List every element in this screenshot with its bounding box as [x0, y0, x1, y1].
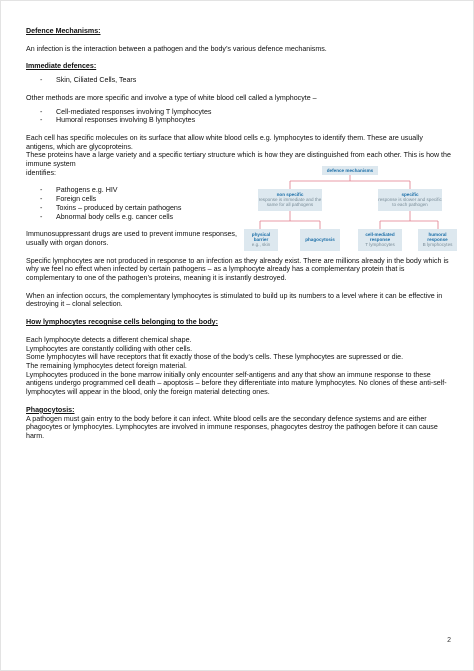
diagram-root-label: defence mechanisms: [326, 167, 374, 173]
diagram-root-box: [322, 166, 378, 175]
recognise-heading: How lymphocytes recognise cells belonging to the body:: [26, 318, 218, 327]
diagram-phagocytosis-box: [300, 229, 340, 251]
phagocytosis-title: phagocytosis: [305, 237, 335, 243]
recognise-line: Lymphocytes are constantly colliding with other cells.: [26, 344, 193, 353]
physical-barrier-desc: e.g., skin: [251, 242, 271, 248]
identifies-label: identifies:: [26, 168, 56, 177]
list-item: - Abnormal body cells e.g. cancer cells: [40, 213, 256, 222]
page-number: 2: [447, 637, 451, 644]
cell-mediated-desc: T lymphocytes: [365, 242, 395, 248]
intro-paragraph: An infection is the interaction between a pathogen and the body’s various defence mechanisms.: [26, 44, 327, 53]
immediate-defences-list: [26, 76, 453, 85]
humoral-desc: B lymphocytes: [422, 242, 453, 248]
identifies-list: [26, 186, 256, 221]
non-specific-title: non specific: [276, 191, 304, 197]
clonal-selection-paragraph: When an infection occurs, the complementary lymphocytes is stimulated to build up its numbers to a level where it can be effective in destroying it – clonal selection.: [26, 291, 443, 309]
diagram-connectors: [244, 165, 457, 277]
document-body: [26, 27, 453, 441]
defence-mechanisms-diagram: [244, 165, 457, 277]
phagocytosis-paragraph: A pathogen must gain entry to the body before it can infect. White blood cells are the secondary defence systems and are either phagocytes or lymphocytes. Lymphocytes are involved in immune responses, phagocytes destroy the pathogen before it can cause harm.: [26, 414, 438, 440]
list-item: - Humoral responses involving B lymphocytes: [40, 116, 453, 125]
diagram-non-specific-box: [258, 189, 322, 211]
specific-desc: response is slower and specific to each pathogen: [378, 197, 442, 208]
diagram-cell-mediated-box: [358, 229, 402, 251]
diagram-physical-barrier-box: [244, 229, 278, 251]
recognise-line: Some lymphocytes will have receptors that fit exactly those of the body’s cells. These lymphocytes are supressed or die.: [26, 353, 404, 362]
list-item: - Pathogens e.g. HIV: [40, 186, 256, 195]
antigens-paragraph-2: These proteins have a large variety and a specific tertiary structure which is how they are distinguished from each other. This is how the immune system: [26, 151, 451, 169]
antigens-paragraph: Each cell has specific molecules on its surface that allow white blood cells e.g. lymphocytes to identify them. These are usually antigens, which are glycoproteins.: [26, 133, 423, 151]
non-specific-desc: response is immediate and the same for all pathogens: [258, 197, 322, 208]
list-item: - Cell-mediated responses involving T lymphocytes: [40, 108, 453, 117]
list-item: - Skin, Ciliated Cells, Tears: [40, 76, 453, 85]
physical-barrier-title: physical barrier: [251, 231, 271, 243]
figure-row: [26, 169, 453, 248]
specific-lymphocytes-paragraph: Specific lymphocytes are not produced in response to an infection as they already exist. There are millions already in the body which is why we feel no effect when infected by certain pathogens – as a lymphocyte already has a complementary protein that is complementary to one of the pathogen’s proteins, meaning it is instantly destroyed.: [26, 256, 449, 283]
recognise-line: The remaining lymphocytes detect foreign material.: [26, 361, 187, 370]
immediate-defences-heading: Immediate defences:: [26, 62, 97, 71]
cell-mediated-title: cell-mediated response: [365, 231, 395, 243]
responses-list: [26, 108, 453, 125]
list-item: - Foreign cells: [40, 195, 256, 204]
diagram-specific-box: [378, 189, 442, 211]
recognise-line: Each lymphocyte detects a different chemical shape.: [26, 335, 192, 344]
list-item: - Toxins – produced by certain pathogens: [40, 204, 256, 213]
page-title: Defence Mechanisms:: [26, 27, 101, 35]
diagram-humoral-box: [418, 229, 457, 251]
recognise-line: Lymphocytes produced in the bone marrow initially only encounter self-antigens and any that show an immune response to these antigens undergo programmed cell death – apoptosis – before they differentiate into mature lymphocytes. No clones of these anti-self-lymphocytes will appear in the blood, only the foreign material detecting ones.: [26, 370, 447, 397]
specific-title: specific: [401, 191, 419, 197]
humoral-title: humoral response: [427, 231, 448, 243]
immunosuppressant-paragraph: Immunosuppressant drugs are used to prevent immune responses, usually with organ donors.: [26, 230, 237, 247]
specific-intro: Other methods are more specific and involve a type of white blood cell called a lymphocyte –: [26, 93, 317, 102]
phagocytosis-heading: Phagocytosis:: [26, 405, 75, 414]
